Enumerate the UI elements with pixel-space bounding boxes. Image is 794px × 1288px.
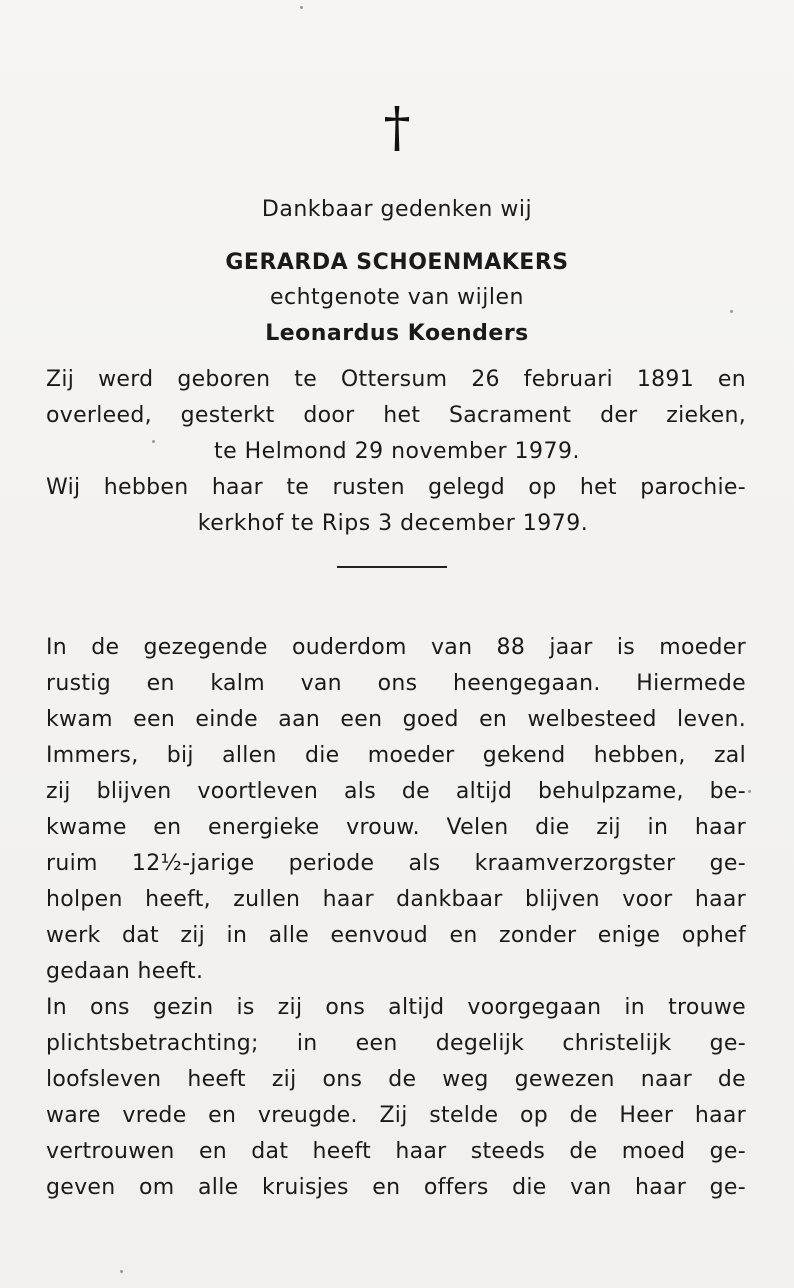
paper-speck bbox=[730, 310, 733, 313]
paper-speck bbox=[748, 790, 751, 793]
bio-line: Wij hebben haar te rusten gelegd op het parochie- bbox=[46, 475, 746, 500]
body-line: ware vrede en vreugde. Zij stelde op de Heer haar bbox=[46, 1103, 746, 1128]
body-line: vertrouwen en dat heeft haar steeds de moed ge- bbox=[46, 1139, 746, 1164]
body-line: loofsleven heeft zij ons de weg gewezen naar de bbox=[46, 1067, 746, 1092]
body-line: ruim 12½-jarige periode als kraamverzorgster ge- bbox=[46, 851, 746, 876]
divider bbox=[337, 566, 447, 568]
body-line: kwam een einde aan een goed en welbesteed leven. bbox=[46, 707, 746, 732]
relation-line: echtgenote van wijlen bbox=[269, 285, 524, 310]
body-line: Immers, bij allen die moeder gekend hebben, zal bbox=[46, 743, 746, 768]
spouse-name: Leonardus Koenders bbox=[265, 321, 529, 346]
body-line: In ons gezin is zij ons altijd voorgegaan in trouwe bbox=[46, 995, 746, 1020]
bio-line: overleed, gesterkt door het Sacrament der zieken, bbox=[46, 403, 746, 428]
bio-line: Zij werd geboren te Ottersum 26 februari 1891 en bbox=[46, 367, 746, 392]
body-line: werk dat zij in alle eenvoud en zonder enige ophef bbox=[46, 923, 746, 948]
bio-line: te Helmond 29 november 1979. bbox=[213, 439, 581, 464]
body-line: plichtsbetrachting; in een degelijk christelijk ge- bbox=[46, 1031, 746, 1056]
body-line: holpen heeft, zullen haar dankbaar blijven voor haar bbox=[46, 887, 746, 912]
paper-speck bbox=[152, 440, 155, 443]
body-line: In de gezegende ouderdom van 88 jaar is moeder bbox=[46, 635, 746, 660]
body-line: zij blijven voortleven als de altijd behulpzame, be- bbox=[46, 779, 746, 804]
cross-icon: † bbox=[383, 96, 411, 159]
paper-speck bbox=[120, 1270, 123, 1273]
paper-speck bbox=[300, 6, 303, 9]
body-line: gedaan heeft. bbox=[46, 959, 204, 984]
bio-line: kerkhof te Rips 3 december 1979. bbox=[197, 511, 589, 536]
deceased-name: GERARDA SCHOENMAKERS bbox=[225, 250, 569, 275]
body-line: geven om alle kruisjes en offers die van haar ge- bbox=[46, 1175, 746, 1200]
body-line: kwame en energieke vrouw. Velen die zij in haar bbox=[46, 815, 746, 840]
intro-line: Dankbaar gedenken wij bbox=[261, 197, 533, 222]
body-line: rustig en kalm van ons heengegaan. Hiermede bbox=[46, 671, 746, 696]
